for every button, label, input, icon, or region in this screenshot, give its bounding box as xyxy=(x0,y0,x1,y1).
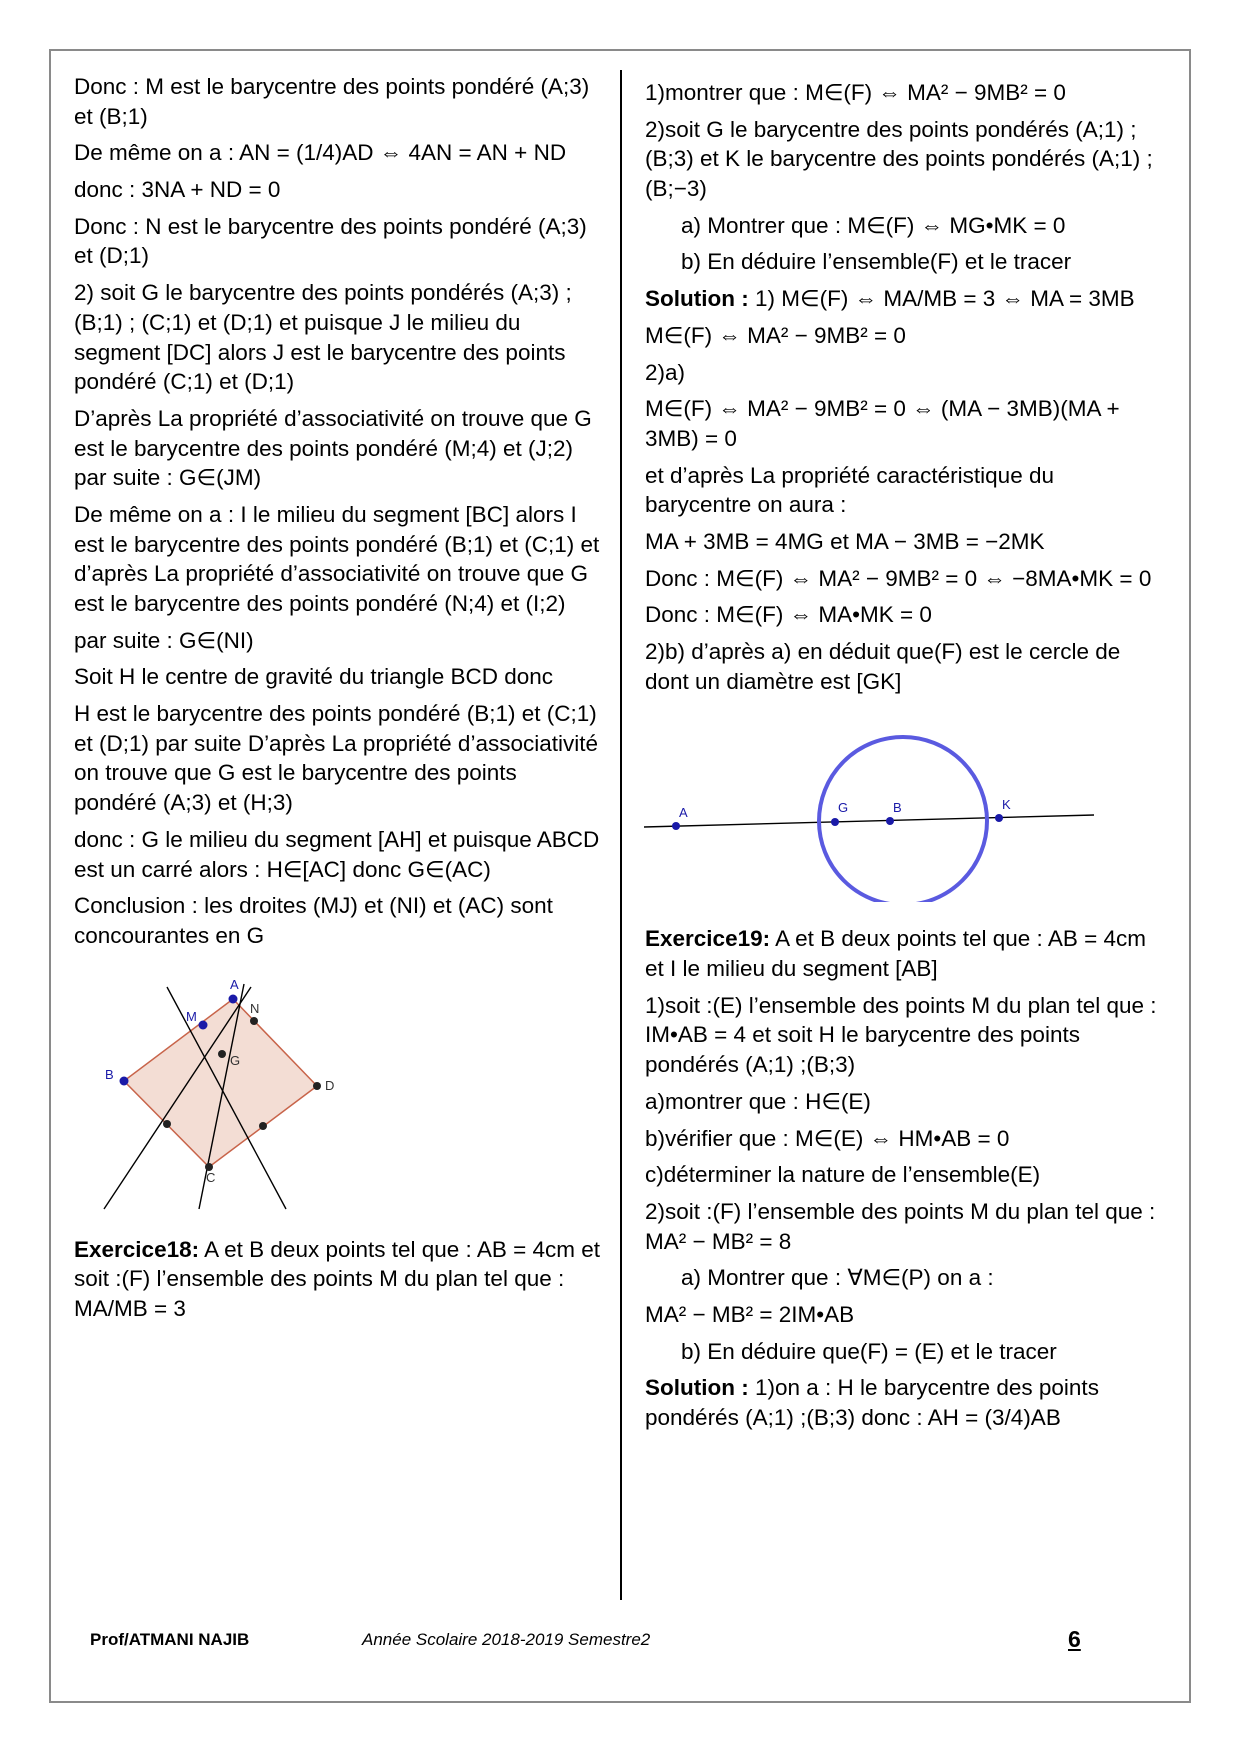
label-c: C xyxy=(206,1169,216,1185)
text-p1: Donc : M est le barycentre des points pondéré (A;3) et (B;1) xyxy=(74,74,590,129)
text-p6: D’après La propriété d’associativité on trouve que G est le barycentre des points pondéré (M;4) et (J;2) par suite : G∈(JM) xyxy=(74,405,592,491)
solution-2a-deduce-1: Donc : M∈(F) ⇔ MA² − 9MB² = 0 ⇔ −8MA•MK = 0 xyxy=(645,565,1152,591)
exercise19-intro: A et B deux points tel que : AB = 4cm et I le milieu du segment [AB] xyxy=(645,926,1146,982)
exercise19-q1b: b)vérifier que : M∈(E) ⇔ HM•AB = 0 xyxy=(645,1125,1010,1151)
exercise19-q1c: c)déterminer la nature de l’ensemble(E) xyxy=(645,1162,1041,1188)
text-p10: H est le barycentre des points pondéré (B;1) et (C;1) et (D;1) par suite D’après La propriété d’associativité on trouve que G est le barycentre des points pondéré (A;3) et (H;3) xyxy=(74,701,598,816)
circle-label-b: B xyxy=(893,800,902,816)
circle-point-k xyxy=(995,814,1003,822)
point-d xyxy=(313,1082,321,1090)
label-b: B xyxy=(105,1066,114,1082)
text-p12: Conclusion : les droites (MJ) et (NI) et (AC) sont concourantes en G xyxy=(74,893,553,948)
label-a: A xyxy=(230,976,239,992)
text-p8: par suite : G∈(NI) xyxy=(74,627,254,653)
text-p7: De même on a : I le milieu du segment [BC] alors I est le barycentre des points pondéré (B;1) et (C;1) et d’après La propriété d’associativité on trouve que G est le barycentre des points pondéré (N;4) et (I;2) xyxy=(74,501,600,616)
point-m xyxy=(199,1020,208,1029)
exercise18-text: A et B deux points tel que : AB = 4cm et soit :(F) l’ensemble des points M du plan tel que : MA/MB = 3 xyxy=(74,1236,600,1321)
text-p11: donc : G le milieu du segment [AH] et puisque ABCD est un carré alors : H∈[AC] donc G∈(AC) xyxy=(74,826,600,882)
exercise19-q2: 2)soit :(F) l’ensemble des points M du plan tel que : MA² − MB² = 8 xyxy=(645,1198,1156,1254)
solution-2a-relations: MA + 3MB = 4MG et MA − 3MB = −2MK xyxy=(645,528,1045,554)
footer-year: Année Scolaire 2018-2019 Semestre2 xyxy=(362,1630,651,1649)
solution-2a-head: 2)a) xyxy=(645,359,686,385)
solution-1: 1) M∈(F) ⇔ MA/MB = 3 ⇔ MA = 3MB xyxy=(755,286,1135,312)
solution-2b: 2)b) d’après a) en déduit que(F) est le cercle de dont un diamètre est [GK] xyxy=(645,639,1121,694)
label-m: M xyxy=(186,1008,197,1024)
solution-2a-deduce-2: Donc : M∈(F) ⇔ MA•MK = 0 xyxy=(645,602,932,628)
square-abcd xyxy=(124,999,317,1167)
point-j xyxy=(259,1122,267,1130)
solution-label: Solution : xyxy=(645,286,749,312)
solution19-text: 1)on a : H le barycentre des points pondérés (A;1) ;(B;3) donc : AH = (3/4)AB xyxy=(645,1375,1099,1430)
point-b xyxy=(120,1076,129,1085)
solution-2a-eq: M∈(F) ⇔ MA² − 9MB² = 0 ⇔ (MA − 3MB)(MA + 3MB) = 0 xyxy=(645,396,1120,451)
exercise19-title: Exercice19: xyxy=(645,926,771,952)
label-g: G xyxy=(230,1052,241,1068)
square-figure xyxy=(84,969,334,1219)
text-p9: Soit H le centre de gravité du triangle BCD donc xyxy=(74,664,554,690)
exercise18-title: Exercice18: xyxy=(74,1236,200,1262)
point-i xyxy=(163,1120,171,1128)
left-column xyxy=(74,72,604,1331)
point-g xyxy=(218,1050,226,1058)
question-2a: a) Montrer que : M∈(F) ⇔ MG•MK = 0 xyxy=(681,212,1066,238)
page-number: 6 xyxy=(1068,1626,1081,1652)
point-a xyxy=(229,994,238,1003)
text-p5: 2) soit G le barycentre des points pondérés (A;3) ;(B;1) ; (C;1) et (D;1) et puisque J le milieu du segment [DC] alors J est le barycentre des points pondéré (C;1) et (D;1) xyxy=(74,280,572,395)
point-n xyxy=(250,1017,258,1025)
right-column xyxy=(645,78,1165,1440)
circle-figure xyxy=(642,722,1102,902)
exercise19-q2a: a) Montrer que : ∀M∈(P) on a : xyxy=(681,1265,994,1291)
line-ab xyxy=(644,815,1094,827)
question-2b: b) En déduire l’ensemble(F) et le tracer xyxy=(681,249,1072,275)
exercise19-q1a: a)montrer que : H∈(E) xyxy=(645,1088,871,1114)
footer-author: Prof/ATMANI NAJIB xyxy=(90,1630,250,1649)
exercise19-q2a-eq: MA² − MB² = 2IM•AB xyxy=(645,1301,855,1327)
circle-point-a xyxy=(672,822,680,830)
text-p4: Donc : N est le barycentre des points pondéré (A;3) et (D;1) xyxy=(74,213,587,269)
text-p3: donc : 3NA + ND = 0 xyxy=(74,177,281,203)
circle-label-a: A xyxy=(679,805,688,821)
circle-label-k: K xyxy=(1002,797,1011,813)
solution19-label: Solution : xyxy=(645,1375,749,1401)
column-divider xyxy=(620,70,622,1600)
label-d: D xyxy=(325,1077,334,1093)
circle-label-g: G xyxy=(838,800,849,816)
circle-point-g xyxy=(831,818,839,826)
solution-1b: M∈(F) ⇔ MA² − 9MB² = 0 xyxy=(645,322,906,348)
circle-point-b xyxy=(886,817,894,825)
solution-2a-text: et d’après La propriété caractéristique du barycentre on aura : xyxy=(645,462,1054,518)
label-n: N xyxy=(250,1000,260,1016)
exercise19-q1: 1)soit :(E) l’ensemble des points M du plan tel que : IM•AB = 4 et soit H le barycentre des points pondérés (A;1) ;(B;3) xyxy=(645,992,1157,1078)
question-1: 1)montrer que : M∈(F) ⇔ MA² − 9MB² = 0 xyxy=(645,80,1066,105)
question-2: 2)soit G le barycentre des points pondérés (A;1) ;(B;3) et K le barycentre des points pondérés (A;1) ;(B;−3) xyxy=(645,116,1153,202)
page-footer xyxy=(90,1626,1090,1660)
exercise19-q2b: b) En déduire que(F) = (E) et le tracer xyxy=(681,1338,1057,1364)
text-p2: De même on a : AN = (1/4)AD ⇔ 4AN = AN + ND xyxy=(74,140,567,166)
